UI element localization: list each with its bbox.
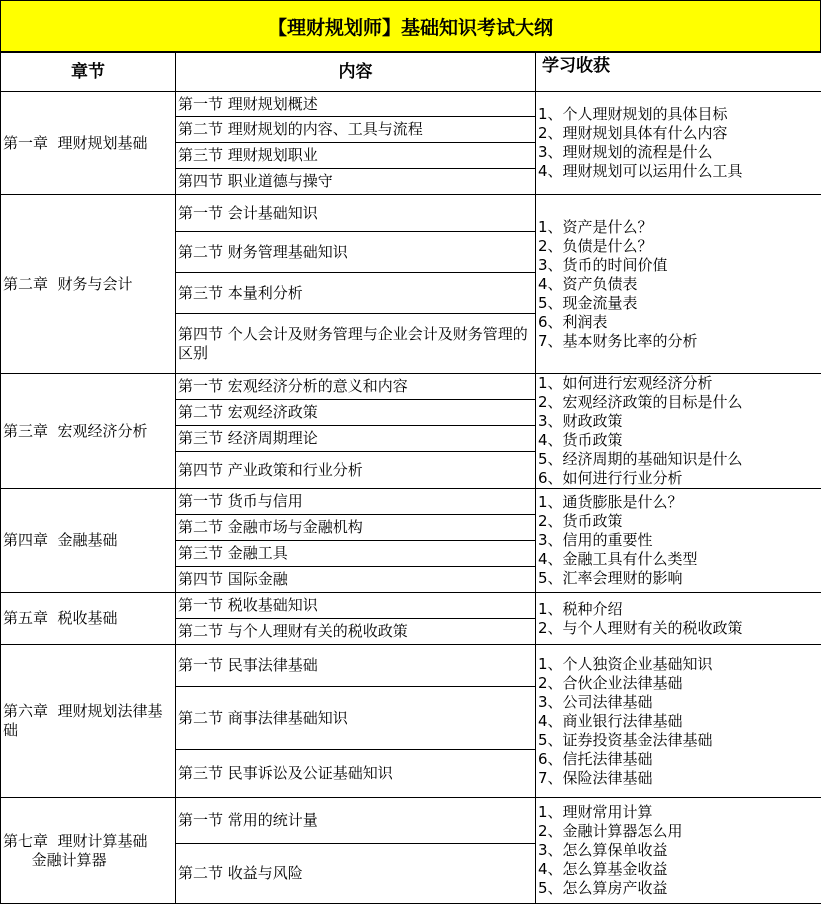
- gain-item: 5、怎么算房产收益: [538, 879, 819, 898]
- section-cell: 第二节 理财规划的内容、工具与流程: [176, 117, 536, 143]
- gains-cell: [536, 92, 821, 195]
- section-cell: 第三节 本量利分析: [176, 273, 536, 314]
- gain-item: 3、财政政策: [538, 412, 819, 431]
- section-cell: 第三节 理财规划职业: [176, 143, 536, 169]
- gain-item: 3、货币的时间价值: [538, 256, 819, 275]
- header-row: [1, 53, 821, 92]
- gains-cell: [536, 798, 821, 904]
- section-cell: 第一节 常用的统计量: [176, 798, 536, 844]
- chapter-cell: 第一章 理财规划基础: [1, 92, 176, 195]
- chapter-cell: 第六章 理财规划法律基础: [1, 645, 176, 798]
- gain-item: 1、个人独资企业基础知识: [538, 655, 819, 674]
- section-cell: 第四节 个人会计及财务管理与企业会计及财务管理的区别: [176, 314, 536, 374]
- gain-item: 5、经济周期的基础知识是什么: [538, 450, 819, 469]
- header-chapter: 章节: [1, 53, 176, 92]
- gain-item: 3、怎么算保单收益: [538, 841, 819, 860]
- gain-item: 4、金融工具有什么类型: [538, 550, 819, 569]
- gain-item: 6、如何进行行业分析: [538, 469, 819, 488]
- gain-item: 1、资产是什么？: [538, 218, 819, 237]
- gain-item: 2、合伙企业法律基础: [538, 674, 819, 693]
- section-cell: 第一节 理财规划概述: [176, 92, 536, 117]
- section-cell: 第一节 税收基础知识: [176, 593, 536, 619]
- gain-item: 2、宏观经济政策的目标是什么: [538, 393, 819, 412]
- header-gains: 学习收获: [536, 53, 821, 92]
- table-row: [1, 374, 821, 400]
- gains-cell: [536, 374, 821, 489]
- section-cell: 第二节 收益与风险: [176, 844, 536, 904]
- chapter-cell: 第三章 宏观经济分析: [1, 374, 176, 489]
- section-cell: 第一节 会计基础知识: [176, 195, 536, 232]
- gain-item: 5、汇率会理财的影响: [538, 569, 819, 588]
- section-cell: 第二节 商事法律基础知识: [176, 687, 536, 750]
- gain-item: 4、理财规划可以运用什么工具: [538, 162, 819, 181]
- gain-item: 7、保险法律基础: [538, 769, 819, 788]
- gain-item: 1、个人理财规划的具体目标: [538, 105, 819, 124]
- gains-cell: [536, 195, 821, 374]
- section-cell: 第四节 职业道德与操守: [176, 169, 536, 195]
- section-cell: 第三节 经济周期理论: [176, 426, 536, 452]
- gain-item: 2、与个人理财有关的税收政策: [538, 619, 819, 638]
- chapter-cell: 第五章 税收基础: [1, 593, 176, 645]
- chapter-cell: 第四章 金融基础: [1, 489, 176, 593]
- section-cell: 第二节 金融市场与金融机构: [176, 515, 536, 541]
- header-content: 内容: [176, 53, 536, 92]
- section-cell: 第一节 货币与信用: [176, 489, 536, 515]
- gain-item: 5、证券投资基金法律基础: [538, 731, 819, 750]
- gains-cell: [536, 593, 821, 645]
- section-cell: 第三节 金融工具: [176, 541, 536, 567]
- gain-item: 2、货币政策: [538, 512, 819, 531]
- gains-cell: [536, 645, 821, 798]
- section-cell: 第二节 宏观经济政策: [176, 400, 536, 426]
- section-cell: 第一节 宏观经济分析的意义和内容: [176, 374, 536, 400]
- table-row: [1, 92, 821, 117]
- section-cell: 第二节 财务管理基础知识: [176, 232, 536, 273]
- section-cell: 第三节 民事诉讼及公证基础知识: [176, 750, 536, 798]
- gains-cell: [536, 489, 821, 593]
- table-body: [1, 92, 821, 904]
- gain-item: 4、商业银行法律基础: [538, 712, 819, 731]
- gain-item: 2、理财规划具体有什么内容: [538, 124, 819, 143]
- gain-item: 4、资产负债表: [538, 275, 819, 294]
- section-cell: 第四节 产业政策和行业分析: [176, 452, 536, 489]
- gain-item: 3、公司法律基础: [538, 693, 819, 712]
- gain-item: 6、信托法律基础: [538, 750, 819, 769]
- page-title: 【理财规划师】基础知识考试大纲: [0, 0, 821, 52]
- table-row: [1, 593, 821, 619]
- gain-item: 3、信用的重要性: [538, 531, 819, 550]
- gain-item: 1、如何进行宏观经济分析: [538, 374, 819, 393]
- table-row: [1, 489, 821, 515]
- gain-item: 1、通货膨胀是什么？: [538, 493, 819, 512]
- gain-item: 5、现金流量表: [538, 294, 819, 313]
- gain-item: 4、货币政策: [538, 431, 819, 450]
- gain-item: 3、理财规划的流程是什么: [538, 143, 819, 162]
- table-row: [1, 798, 821, 844]
- chapter-cell: 第七章 理财计算基础 金融计算器: [1, 798, 176, 904]
- gain-item: 2、金融计算器怎么用: [538, 822, 819, 841]
- gain-item: 4、怎么算基金收益: [538, 860, 819, 879]
- gain-item: 2、负债是什么？: [538, 237, 819, 256]
- table-row: [1, 195, 821, 232]
- gain-item: 6、利润表: [538, 313, 819, 332]
- section-cell: 第四节 国际金融: [176, 567, 536, 593]
- table-row: [1, 645, 821, 687]
- gain-item: 1、税种介绍: [538, 600, 819, 619]
- section-cell: 第二节 与个人理财有关的税收政策: [176, 619, 536, 645]
- gain-item: 7、基本财务比率的分析: [538, 332, 819, 351]
- outline-table: [0, 52, 821, 904]
- section-cell: 第一节 民事法律基础: [176, 645, 536, 687]
- gain-item: 1、理财常用计算: [538, 803, 819, 822]
- chapter-cell: 第二章 财务与会计: [1, 195, 176, 374]
